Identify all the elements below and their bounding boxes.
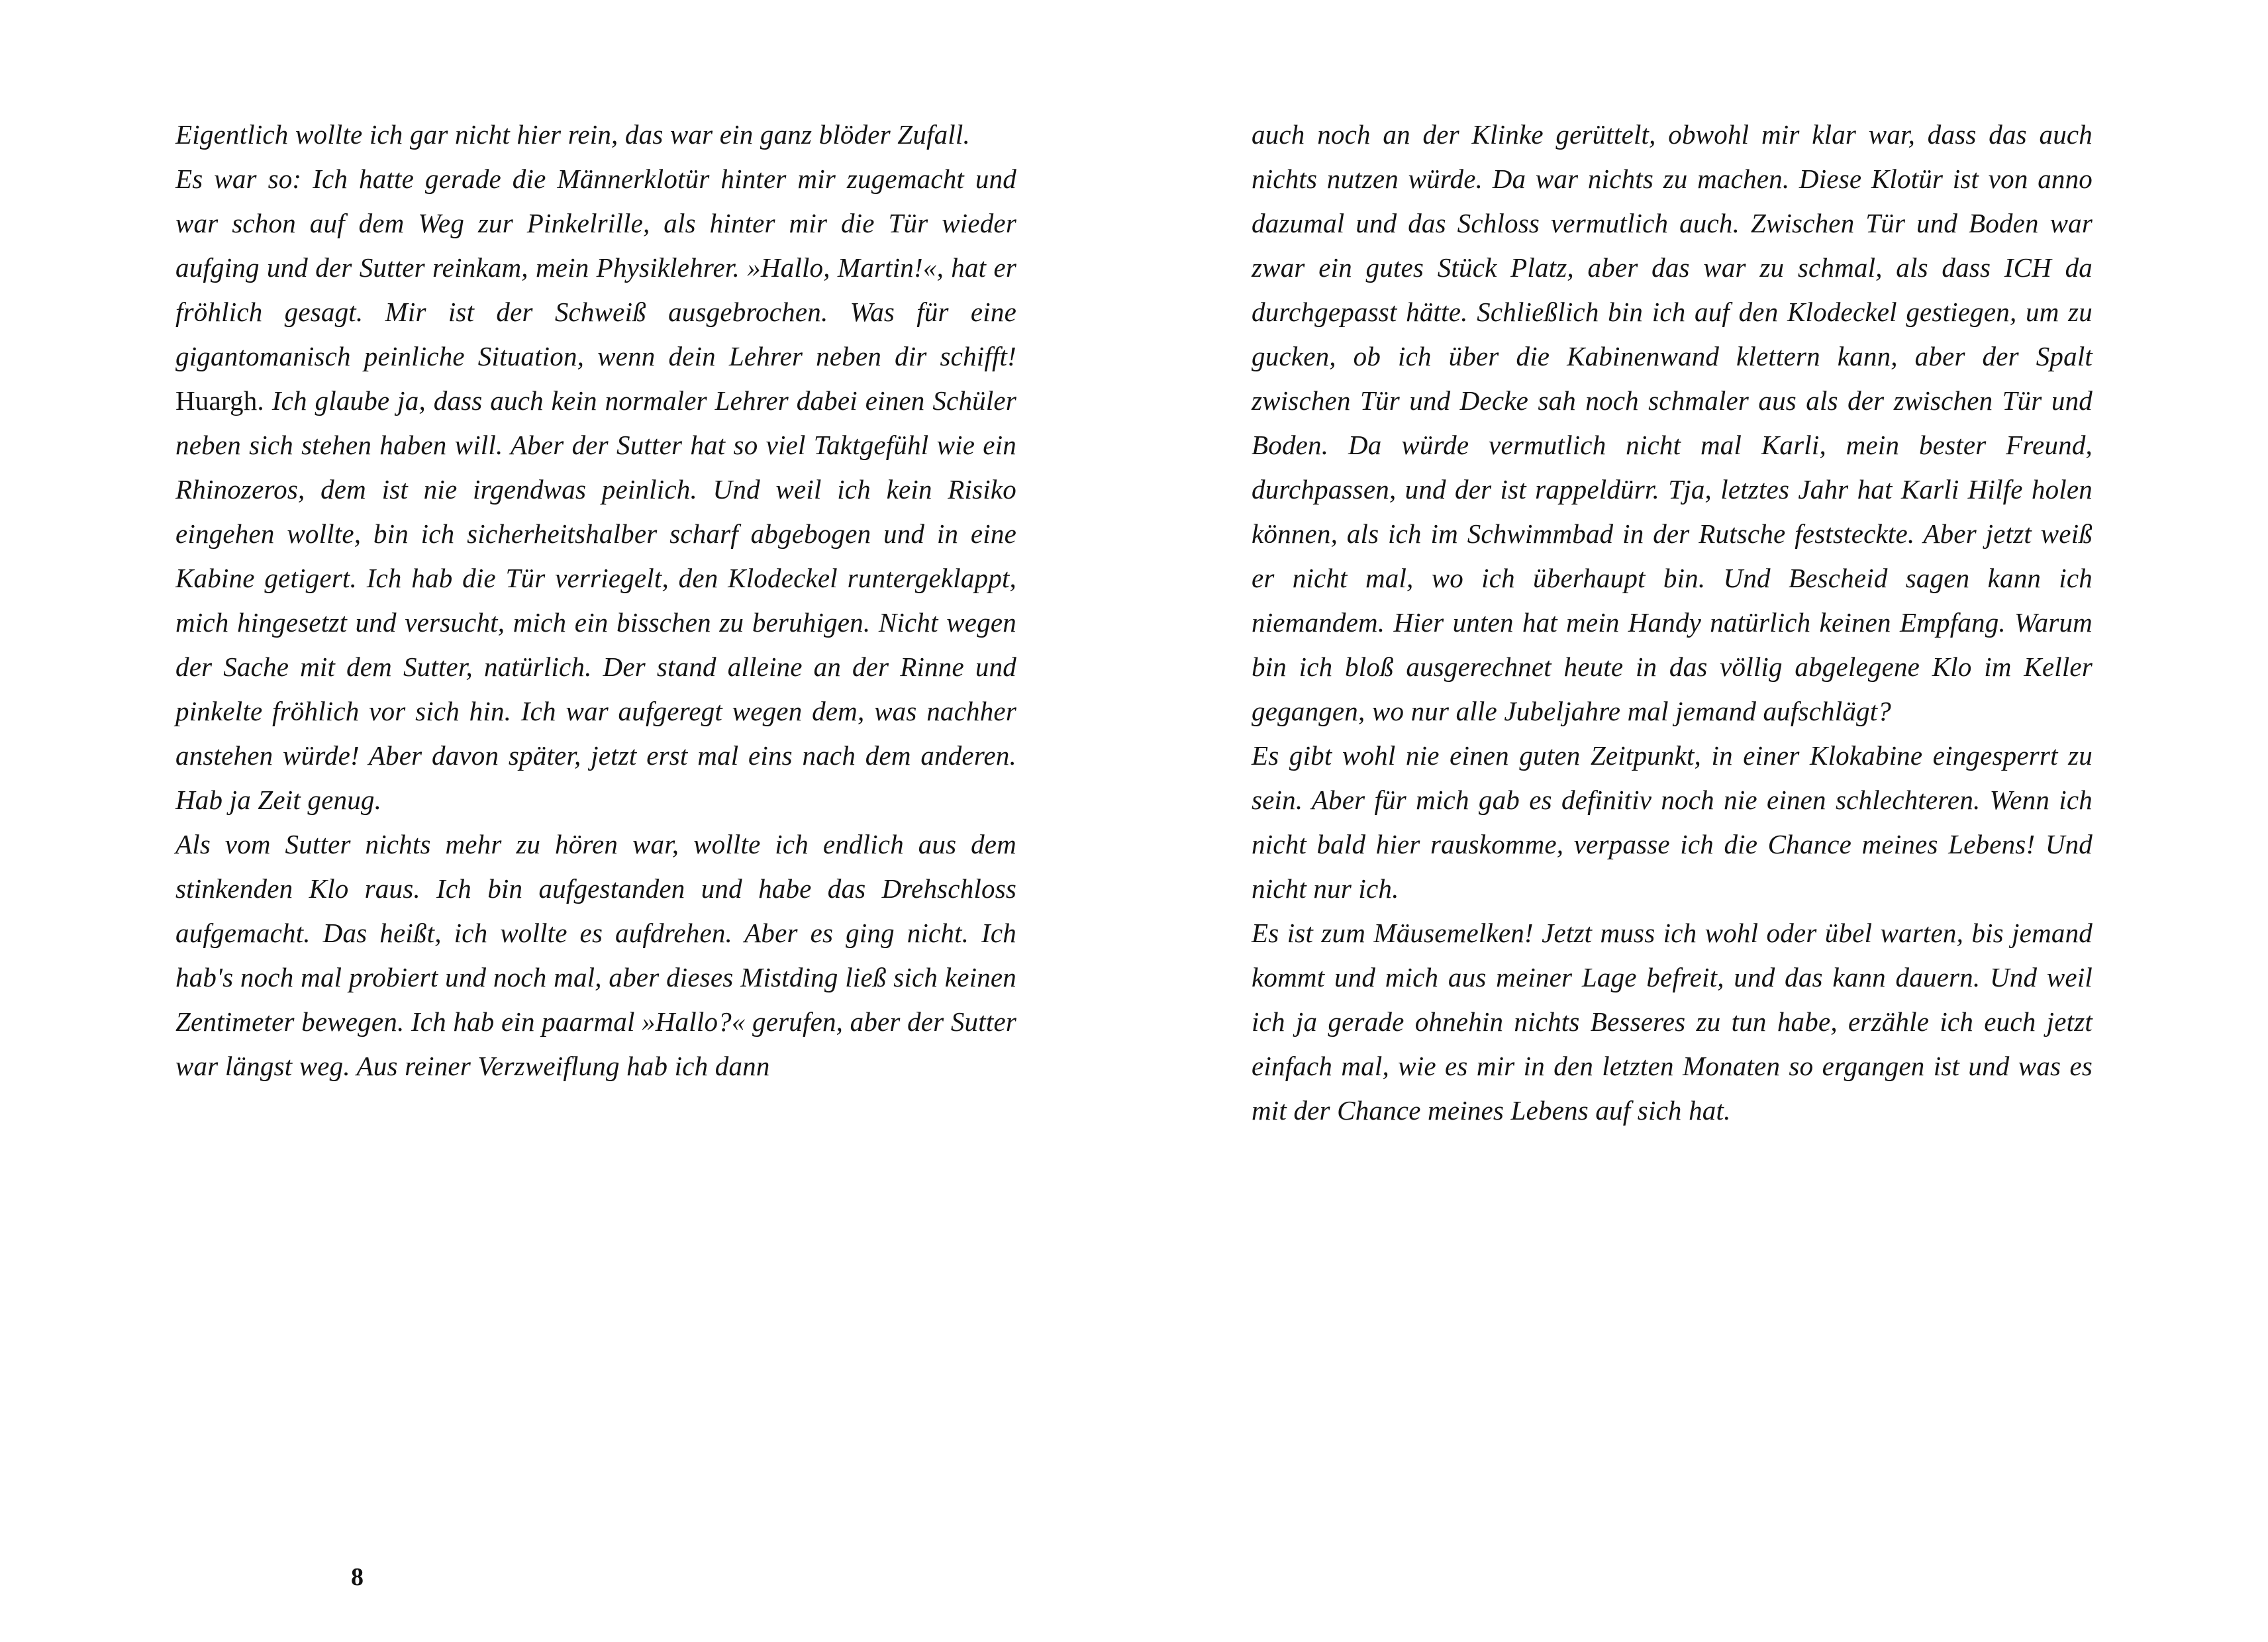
upright-word: Huargh. [175,385,264,416]
page-number: 8 [351,1563,364,1591]
paragraph-with-upright [175,157,1016,822]
paragraph: Als vom Sutter nichts mehr zu hören war, wollte ich endlich aus dem stinkenden Klo raus. Ich bin aufgestanden und habe das Drehschloss aufgemacht. Das heißt, ich wollte es aufdrehen. Aber es ging nicht. Ich hab's noch mal probiert und noch mal, aber dieses Mistding ließ sich keinen Zentimeter bewegen. Ich hab ein paarmal »Hallo?« gerufen, aber der Sutter war längst weg. Aus reiner Verzweiflung hab ich dann [175,829,1016,1081]
right-page-text-block [1252,113,2093,1133]
left-page-text-block [175,113,1016,1088]
paragraph-text-part-a: Es war so: Ich hatte gerade die Männerklotür hinter mir zugemacht und war schon auf dem Weg zur Pinkelrille, als hinter mir die Tür wieder aufging und der Sutter reinkam, mein Physiklehrer. »Hallo, Martin!«, hat er fröhlich gesagt. Mir ist der Schweiß ausgebrochen. Was für eine gigantomanisch peinliche Situation, wenn dein Lehrer neben dir schifft! [175,164,1016,371]
page-left [175,113,1016,1591]
paragraph-text-part-b: Ich glaube ja, dass auch kein normaler Lehrer dabei einen Schüler neben sich stehen haben will. Aber der Sutter hat so viel Taktgefühl wie ein Rhinozeros, dem ist nie irgendwas peinlich. Und weil ich kein Risiko eingehen wollte, bin ich sicherheitshalber scharf abgebogen und in eine Kabine getigert. Ich hab die Tür verriegelt, den Klodeckel runtergeklappt, mich hingesetzt und versucht, mich ein bisschen zu beruhigen. Nicht wegen der Sache mit dem Sutter, natürlich. Der stand alleine an der Rinne und pinkelte fröhlich vor sich hin. Ich war aufgeregt wegen dem, was nachher anstehen würde! Aber davon später, jetzt erst mal eins nach dem anderen. Hab ja Zeit genug. [175,385,1016,815]
paragraph: Es ist zum Mäusemelken! Jetzt muss ich wohl oder übel warten, bis jemand kommt und mich aus meiner Lage befreit, und das kann dauern. Und weil ich ja gerade ohnehin nichts Besseres zu tun habe, erzähle ich euch jetzt einfach mal, wie es mir in den letzten Monaten so ergangen ist und was es mit der Chance meines Lebens auf sich hat. [1252,918,2093,1126]
paragraph: Eigentlich wollte ich gar nicht hier rein, das war ein ganz blöder Zufall. [175,119,970,150]
page-right [1252,113,2093,1133]
paragraph: Es gibt wohl nie einen guten Zeitpunkt, in einer Klokabine eingesperrt zu sein. Aber für mich gab es definitiv noch nie einen schlechteren. Wenn ich nicht bald hier rauskomme, verpasse ich die Chance meines Lebens! Und nicht nur ich. [1252,740,2093,904]
paragraph: auch noch an der Klinke gerüttelt, obwohl mir klar war, dass das auch nichts nutzen würde. Da war nichts zu machen. Diese Klotür ist von anno dazumal und das Schloss vermutlich auch. Zwischen Tür und Boden war zwar ein gutes Stück Platz, aber das war zu schmal, als dass ICH da durchgepasst hätte. Schließlich bin ich auf den Klodeckel gestiegen, um zu gucken, ob ich über die Kabinenwand klettern kann, aber der Spalt zwischen Tür und Decke sah noch schmaler aus als der zwischen Tür und Boden. Da würde vermutlich nicht mal Karli, mein bester Freund, durchpassen, und der ist rappeldürr. Tja, letztes Jahr hat Karli Hilfe holen können, als ich im Schwimmbad in der Rutsche feststeckte. Aber jetzt weiß er nicht mal, wo ich überhaupt bin. Und Bescheid sagen kann ich niemandem. Hier unten hat mein Handy natürlich keinen Empfang. Warum bin ich bloß ausgerechnet heute in das völlig abgelegene Klo im Keller gegangen, wo nur alle Jubeljahre mal jemand aufschlägt? [1252,119,2093,726]
